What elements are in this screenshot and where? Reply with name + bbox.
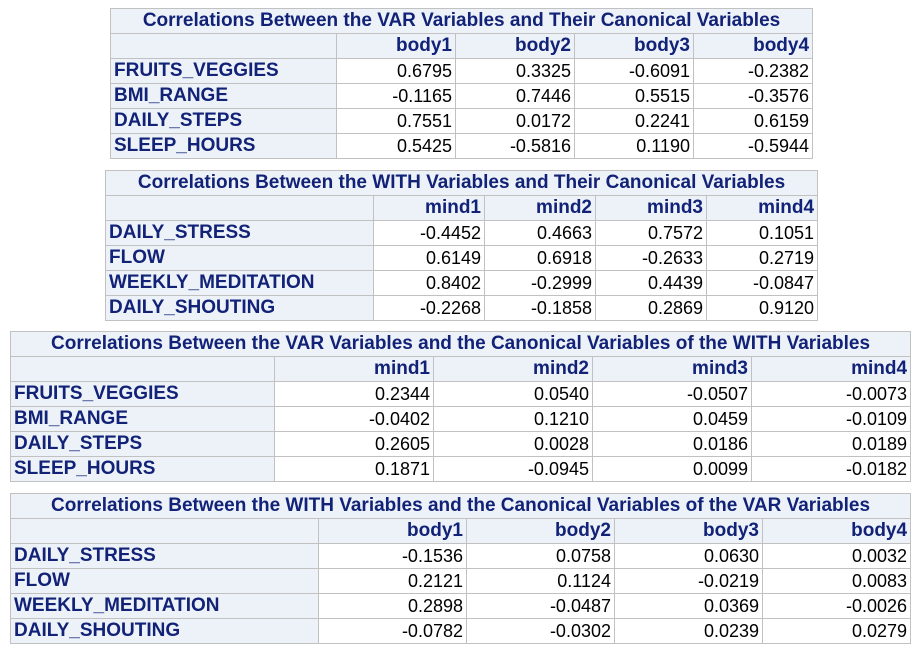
table-cell: 0.0028 bbox=[434, 432, 593, 457]
table-cell: 0.4439 bbox=[596, 271, 707, 296]
table-cell: 0.0189 bbox=[752, 432, 911, 457]
var-with-canonical-correlation-table bbox=[10, 331, 911, 482]
column-header: mind2 bbox=[485, 196, 596, 221]
table-row bbox=[106, 246, 818, 271]
row-header: DAILY_STEPS bbox=[11, 432, 275, 457]
table-row bbox=[11, 569, 911, 594]
table-cell: -0.0945 bbox=[434, 457, 593, 482]
table-row bbox=[111, 109, 813, 134]
column-header: body4 bbox=[763, 519, 911, 544]
table-cell: 0.9120 bbox=[707, 296, 818, 321]
table-cell: -0.0302 bbox=[467, 619, 615, 644]
table-cell: -0.0847 bbox=[707, 271, 818, 296]
table-title: Correlations Between the WITH Variables and Their Canonical Variables bbox=[106, 171, 818, 196]
table-cell: 0.2898 bbox=[319, 594, 467, 619]
table-row bbox=[106, 296, 818, 321]
table-row bbox=[11, 594, 911, 619]
row-header: DAILY_STRESS bbox=[11, 544, 319, 569]
row-header: SLEEP_HOURS bbox=[11, 457, 275, 482]
column-header: body2 bbox=[456, 34, 575, 59]
table-cell: -0.0182 bbox=[752, 457, 911, 482]
column-header: body1 bbox=[337, 34, 456, 59]
table-cell: 0.0369 bbox=[615, 594, 763, 619]
table-cell: -0.2633 bbox=[596, 246, 707, 271]
table-cell: 0.2344 bbox=[275, 382, 434, 407]
table-cell: -0.1536 bbox=[319, 544, 467, 569]
table-cell: 0.0032 bbox=[763, 544, 911, 569]
table-cell: -0.0402 bbox=[275, 407, 434, 432]
table-cell: -0.1165 bbox=[337, 84, 456, 109]
table-cell: -0.4452 bbox=[374, 221, 485, 246]
table-cell: 0.5425 bbox=[337, 134, 456, 159]
table-cell: 0.2241 bbox=[575, 109, 694, 134]
column-header: mind1 bbox=[374, 196, 485, 221]
column-header: mind4 bbox=[707, 196, 818, 221]
table-cell: -0.2382 bbox=[694, 59, 813, 84]
column-header: body1 bbox=[319, 519, 467, 544]
row-header: BMI_RANGE bbox=[11, 407, 275, 432]
table-row bbox=[11, 619, 911, 644]
column-header: body2 bbox=[467, 519, 615, 544]
table-cell: 0.1190 bbox=[575, 134, 694, 159]
table-cell: 0.0099 bbox=[593, 457, 752, 482]
table-cell: -0.2268 bbox=[374, 296, 485, 321]
table-cell: 0.0630 bbox=[615, 544, 763, 569]
table-cell: 0.6149 bbox=[374, 246, 485, 271]
corner-cell bbox=[111, 34, 337, 59]
column-header: body3 bbox=[575, 34, 694, 59]
var-canonical-correlation-table bbox=[110, 8, 813, 159]
table-row bbox=[11, 407, 911, 432]
corner-cell bbox=[11, 357, 275, 382]
table-cell: -0.3576 bbox=[694, 84, 813, 109]
table-cell: -0.5816 bbox=[456, 134, 575, 159]
table-cell: 0.7572 bbox=[596, 221, 707, 246]
table-title: Correlations Between the VAR Variables and Their Canonical Variables bbox=[111, 9, 813, 34]
table-cell: 0.0758 bbox=[467, 544, 615, 569]
table-row bbox=[106, 271, 818, 296]
column-header: body3 bbox=[615, 519, 763, 544]
row-header: DAILY_STRESS bbox=[106, 221, 374, 246]
table-cell: 0.0540 bbox=[434, 382, 593, 407]
row-header: SLEEP_HOURS bbox=[111, 134, 337, 159]
column-header: mind2 bbox=[434, 357, 593, 382]
table-row bbox=[111, 59, 813, 84]
table-cell: 0.0459 bbox=[593, 407, 752, 432]
row-header: DAILY_SHOUTING bbox=[11, 619, 319, 644]
table-cell: 0.0172 bbox=[456, 109, 575, 134]
row-header: FLOW bbox=[11, 569, 319, 594]
table-row bbox=[106, 221, 818, 246]
table-cell: 0.1051 bbox=[707, 221, 818, 246]
row-header: BMI_RANGE bbox=[111, 84, 337, 109]
row-header: FRUITS_VEGGIES bbox=[11, 382, 275, 407]
table-cell: -0.6091 bbox=[575, 59, 694, 84]
table-cell: -0.0109 bbox=[752, 407, 911, 432]
with-var-canonical-correlation-table bbox=[10, 493, 911, 644]
table-cell: 0.4663 bbox=[485, 221, 596, 246]
table-row bbox=[11, 432, 911, 457]
row-header: DAILY_STEPS bbox=[111, 109, 337, 134]
row-header: WEEKLY_MEDITATION bbox=[11, 594, 319, 619]
table-cell: 0.0186 bbox=[593, 432, 752, 457]
row-header: FLOW bbox=[106, 246, 374, 271]
table-cell: -0.0073 bbox=[752, 382, 911, 407]
table-cell: 0.3325 bbox=[456, 59, 575, 84]
table-cell: 0.5515 bbox=[575, 84, 694, 109]
table-cell: 0.8402 bbox=[374, 271, 485, 296]
table-cell: 0.1210 bbox=[434, 407, 593, 432]
row-header: WEEKLY_MEDITATION bbox=[106, 271, 374, 296]
table-cell: 0.2719 bbox=[707, 246, 818, 271]
row-header: FRUITS_VEGGIES bbox=[111, 59, 337, 84]
table-cell: -0.2999 bbox=[485, 271, 596, 296]
table-row bbox=[11, 544, 911, 569]
column-header: mind3 bbox=[596, 196, 707, 221]
table-row bbox=[11, 382, 911, 407]
column-header: body4 bbox=[694, 34, 813, 59]
table-cell: 0.7551 bbox=[337, 109, 456, 134]
table-cell: -0.1858 bbox=[485, 296, 596, 321]
corner-cell bbox=[11, 519, 319, 544]
table-cell: -0.5944 bbox=[694, 134, 813, 159]
table-cell: 0.6918 bbox=[485, 246, 596, 271]
table-cell: 0.0279 bbox=[763, 619, 911, 644]
table-cell: -0.0487 bbox=[467, 594, 615, 619]
table-cell: -0.0026 bbox=[763, 594, 911, 619]
table-title: Correlations Between the WITH Variables and the Canonical Variables of the VAR Variables bbox=[11, 494, 911, 519]
table-cell: 0.0239 bbox=[615, 619, 763, 644]
table-cell: 0.2121 bbox=[319, 569, 467, 594]
column-header: mind1 bbox=[275, 357, 434, 382]
table-cell: 0.1871 bbox=[275, 457, 434, 482]
table-cell: 0.0083 bbox=[763, 569, 911, 594]
table-cell: -0.0219 bbox=[615, 569, 763, 594]
table-row bbox=[111, 84, 813, 109]
table-cell: 0.7446 bbox=[456, 84, 575, 109]
table-cell: 0.2605 bbox=[275, 432, 434, 457]
table-row bbox=[11, 457, 911, 482]
table-cell: 0.6795 bbox=[337, 59, 456, 84]
table-row bbox=[111, 134, 813, 159]
column-header: mind4 bbox=[752, 357, 911, 382]
table-cell: -0.0507 bbox=[593, 382, 752, 407]
table-cell: 0.6159 bbox=[694, 109, 813, 134]
table-cell: 0.1124 bbox=[467, 569, 615, 594]
table-title: Correlations Between the VAR Variables and the Canonical Variables of the WITH Variables bbox=[11, 332, 911, 357]
row-header: DAILY_SHOUTING bbox=[106, 296, 374, 321]
column-header: mind3 bbox=[593, 357, 752, 382]
table-cell: -0.0782 bbox=[319, 619, 467, 644]
with-canonical-correlation-table bbox=[105, 170, 818, 321]
corner-cell bbox=[106, 196, 374, 221]
table-cell: 0.2869 bbox=[596, 296, 707, 321]
